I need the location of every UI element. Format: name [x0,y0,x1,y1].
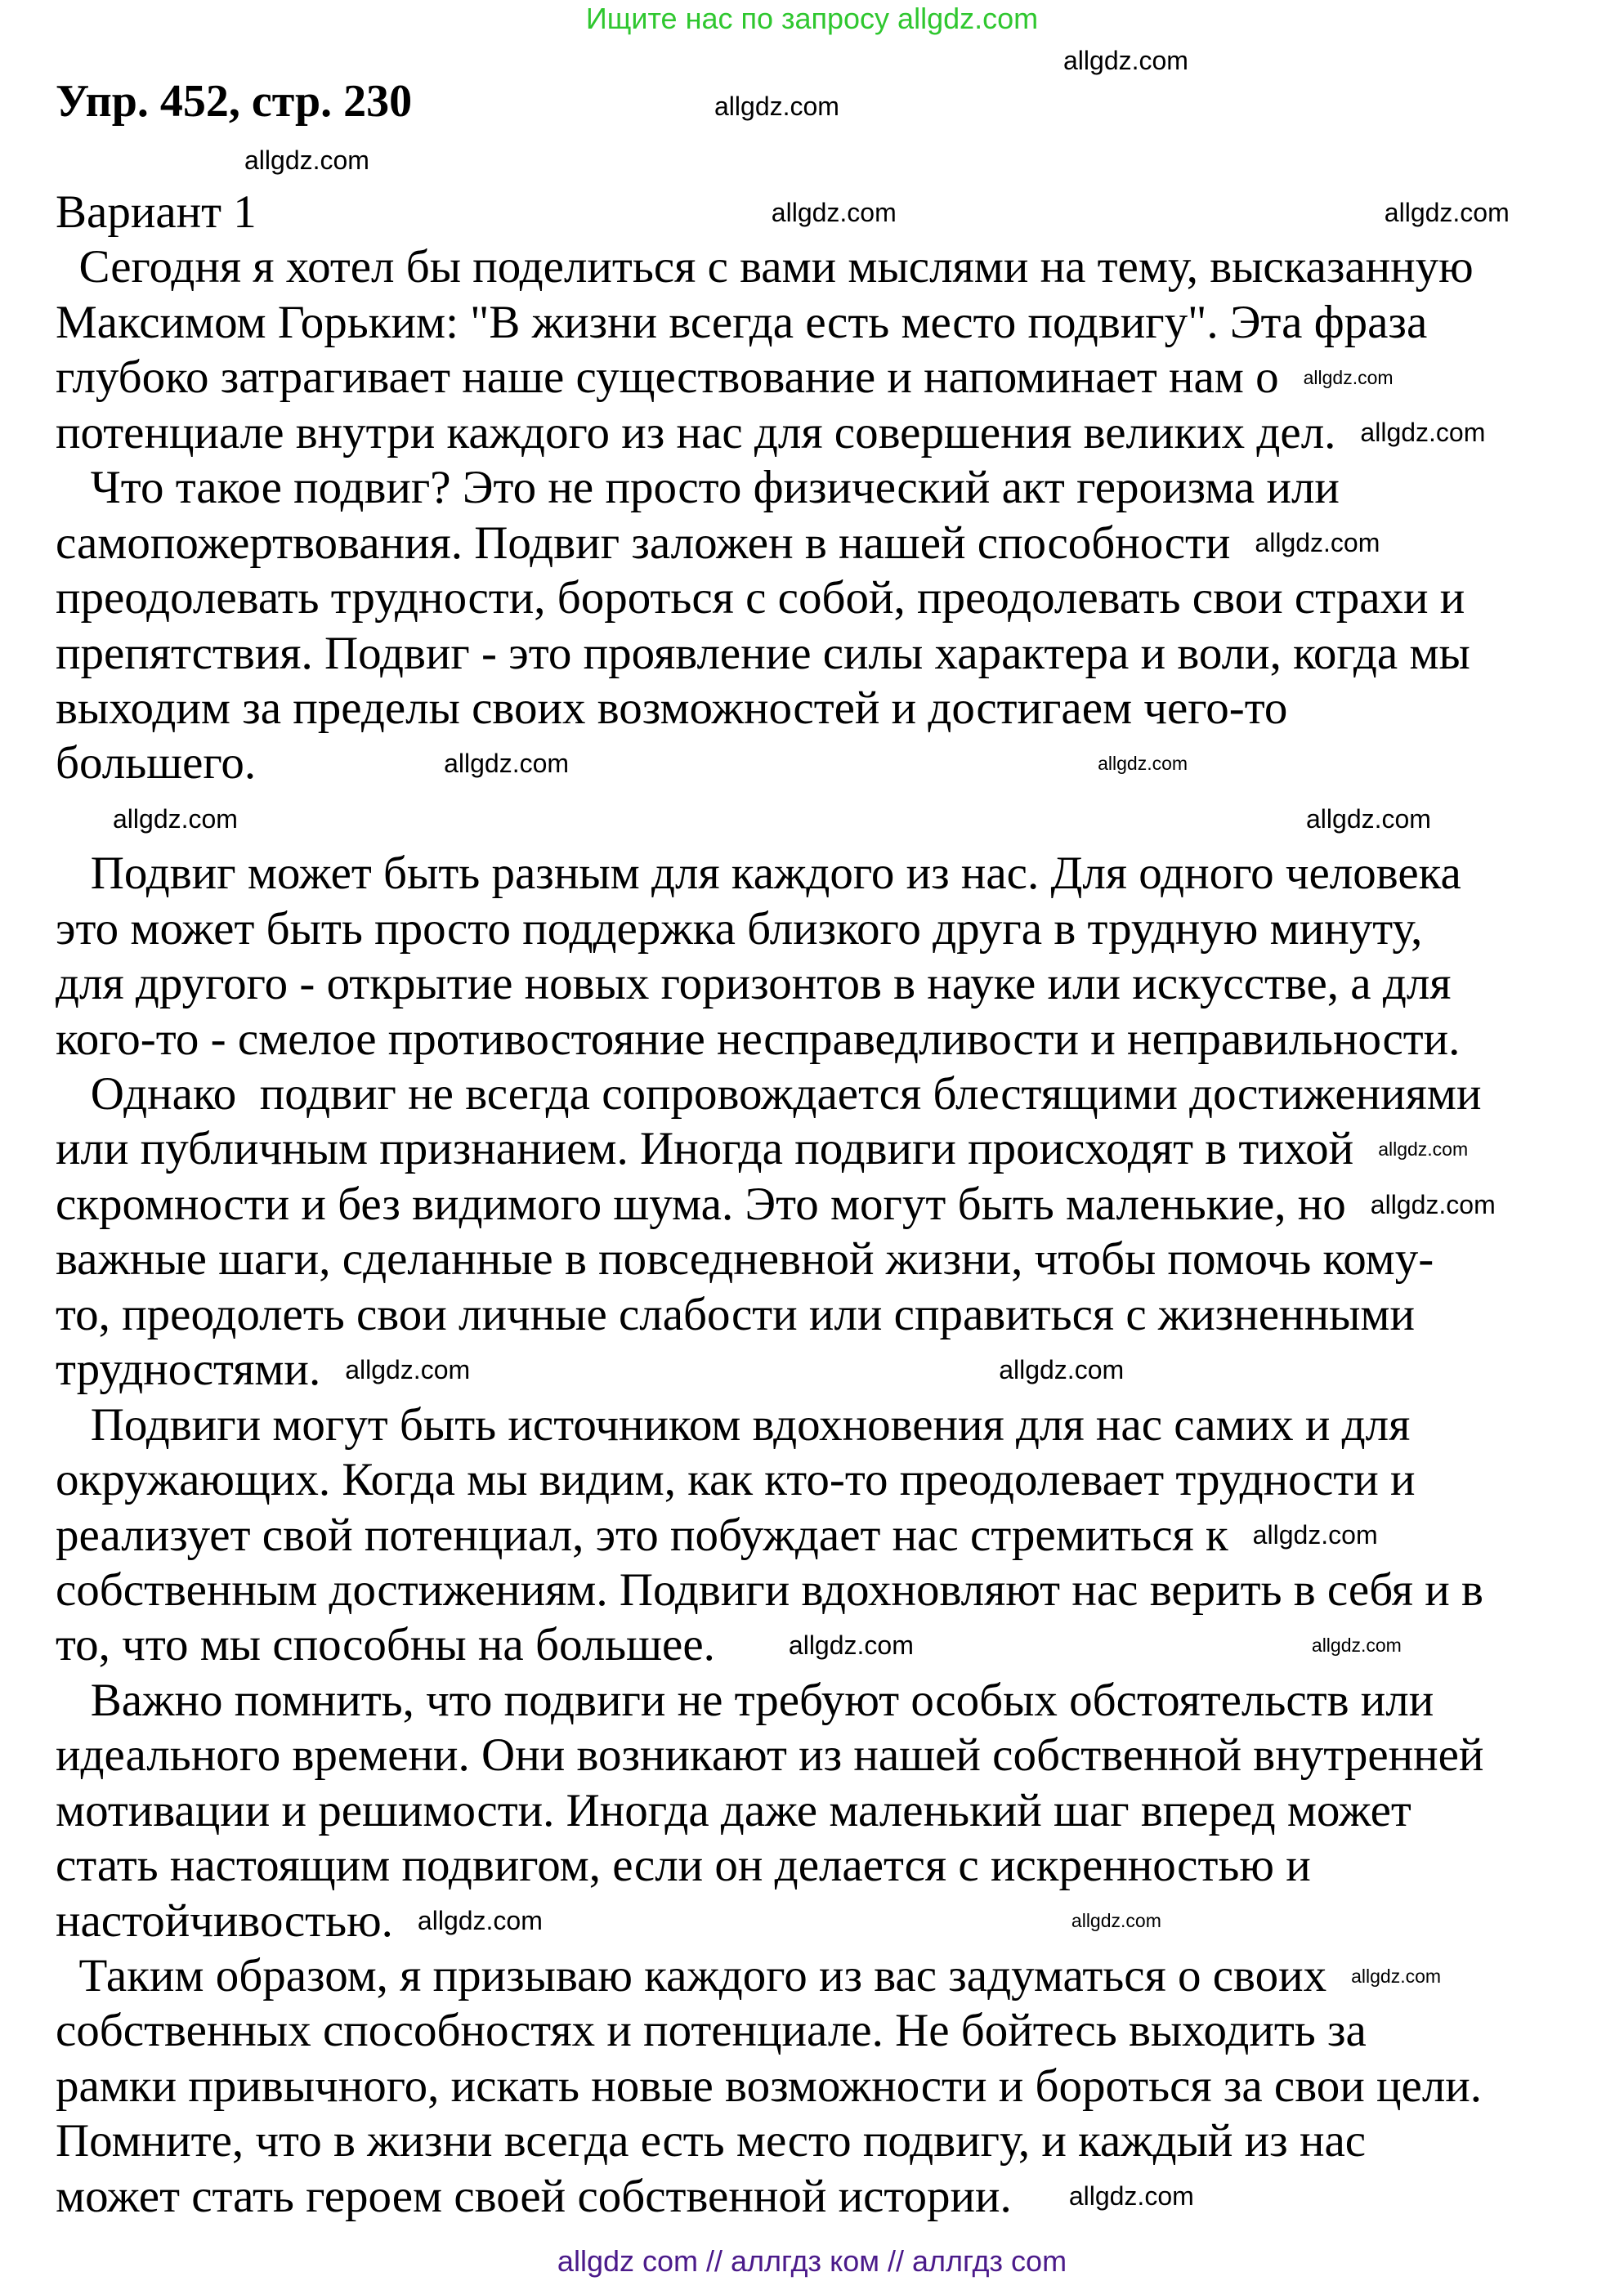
essay-line: скромности и без видимого шума. Это могут быть маленькие, но [56,1178,1346,1230]
essay-line: то, что мы способны на большее. [56,1619,715,1671]
exercise-title: Упр. 452, стр. 230 [56,76,413,127]
essay-line: идеального времени. Они возникают из нашей собственной внутренней [56,1729,1484,1782]
watermark: allgdz.com [417,1906,543,1936]
essay-line: самопожертвования. Подвиг заложен в нашей способности [56,517,1231,569]
essay-line: это может быть просто поддержка близкого друга в трудную минуту, [56,902,1423,955]
watermark: allgdz.com [113,803,238,834]
essay-line: стать настоящим подвигом, если он делается с искренностью и [56,1840,1311,1892]
essay-line: Подвиг может быть разным для каждого из нас. Для одного человека [56,848,1461,900]
essay-line: может стать героем своей собственной истории. [56,2170,1012,2222]
essay-line: Однако подвиг не всегда сопровождается блестящими достижениями [56,1068,1482,1120]
essay-line: большего. [56,737,257,789]
footer-link[interactable]: allgdz com // аллгдз ком // аллгдз com [557,2244,1067,2278]
watermark: allgdz.com [1068,2181,1194,2212]
essay-line: или публичным признанием. Иногда подвиги происходят в тихой [56,1123,1354,1175]
essay-line: Максимом Горьким: "В жизни всегда есть место подвигу". Эта фраза [56,296,1428,348]
watermark: allgdz.com [999,1354,1125,1384]
essay-line: преодолевать трудности, бороться с собой, преодолевать свои страхи и [56,572,1465,624]
watermark: allgdz.com [714,92,839,121]
essay-line: Что такое подвиг? Это не просто физический акт героизма или [56,462,1340,514]
watermark: allgdz.com [788,1630,914,1661]
essay-line: реализует свой потенциал, это побуждает нас стремиться к [56,1509,1228,1561]
essay-line: собственных способностях и потенциале. Не бойтесь выходить за [56,2005,1367,2057]
essay-line: препятствия. Подвиг - это проявление силы характера и воли, когда мы [56,627,1470,679]
watermark: allgdz.com [1378,1138,1469,1161]
essay-text [56,185,1486,2224]
search-banner: Ищите нас по запросу allgdz.com [585,2,1039,35]
essay-line: выходим за пределы своих возможностей и достигаем чего-то [56,682,1288,734]
watermark: allgdz.com [1071,1910,1161,1932]
watermark: allgdz.com [1311,1635,1402,1657]
watermark: allgdz.com [444,749,570,779]
essay-line: потенциале внутри каждого из нас для совершения великих дел. [56,406,1336,458]
essay-line: для другого - открытие новых горизонтов в науке или искусстве, а для [56,958,1452,1010]
essay-line: трудностями. [56,1344,321,1396]
watermark: allgdz.com [1306,803,1431,834]
essay-line: собственным достижениям. Подвиги вдохновляют нас верить в себя и в [56,1563,1483,1616]
essay-line: рамки привычного, искать новые возможности и бороться за свои цели. [56,2060,1483,2112]
essay-line: Таким образом, я призываю каждого из вас задуматься о своих [56,1950,1327,2001]
essay-line: окружающих. Когда мы видим, как кто-то преодолевает трудности и [56,1454,1416,1506]
essay-line: Сегодня я хотел бы поделиться с вами мыслями на тему, высказанную [56,241,1474,293]
watermark: allgdz.com [1252,1520,1378,1550]
watermark: allgdz.com [1360,418,1486,448]
essay-line: настойчивостью. [56,1894,393,1947]
essay-line: Помните, что в жизни всегда есть место подвигу, и каждый из нас [56,2115,1367,2167]
essay-line: важные шаги, сделанные в повседневной жизни, чтобы помочь кому- [56,1233,1434,1286]
watermark: allgdz.com [771,197,897,227]
watermark: allgdz.com [345,1354,471,1384]
essay-line: мотивации и решимости. Иногда даже маленький шаг вперед может [56,1784,1411,1836]
watermark: allgdz.com [1063,46,1188,75]
essay-line: глубоко затрагивает наше существование и напоминает нам о [56,351,1279,404]
watermark: allgdz.com [1303,367,1394,389]
watermark: allgdz.com [1255,528,1380,558]
essay-line: то, преодолеть свои личные слабости или справиться с жизненными [56,1288,1415,1340]
essay-line: Подвиги могут быть источником вдохновения для нас самих и для [56,1398,1411,1451]
watermark: allgdz.com [1351,1965,1442,1987]
watermark: allgdz.com [1370,1189,1496,1219]
watermark: allgdz.com [1098,753,1188,775]
watermark: allgdz.com [1384,197,1510,227]
essay-line: кого-то - смелое противостояние несправедливости и неправильности. [56,1013,1461,1065]
variant-heading: Вариант 1 [56,186,257,238]
essay-line: Важно помнить, что подвиги не требуют особых обстоятельств или [56,1674,1434,1726]
watermark: allgdz.com [244,145,369,175]
